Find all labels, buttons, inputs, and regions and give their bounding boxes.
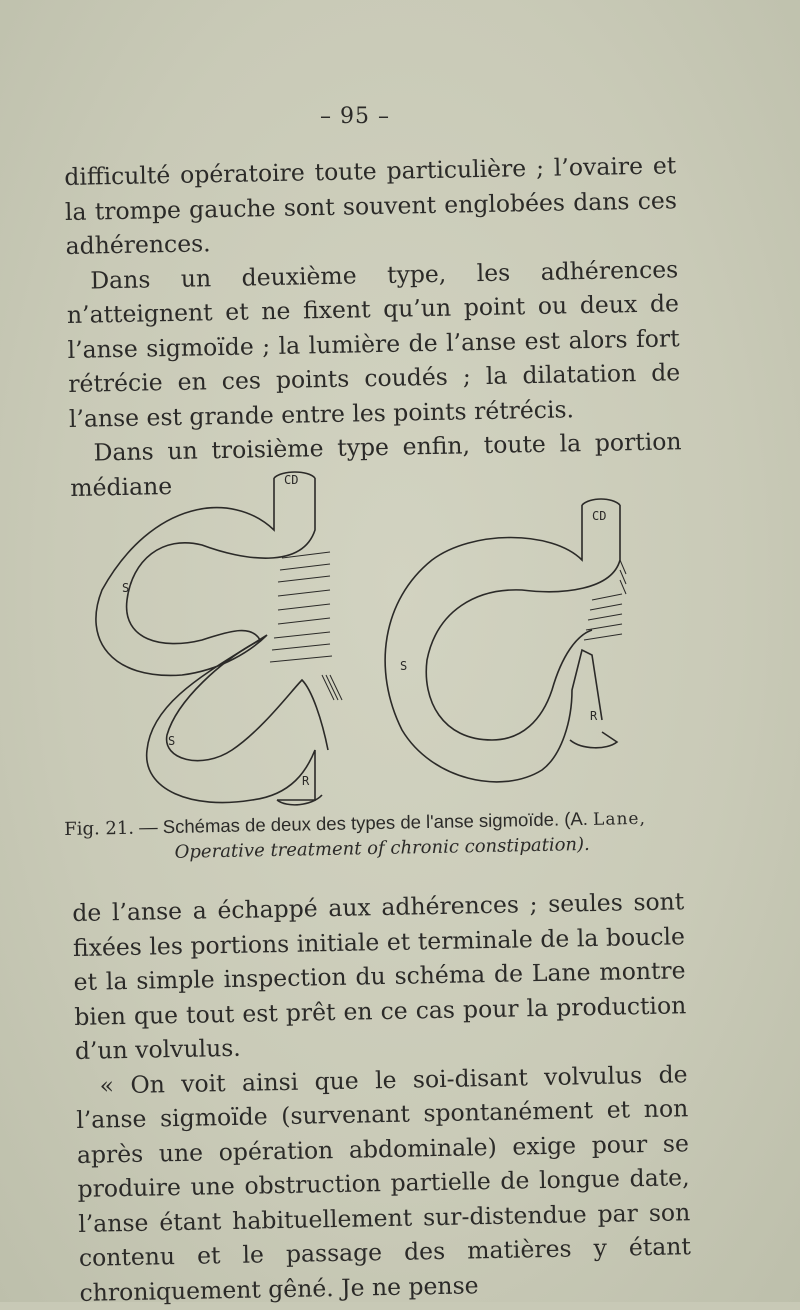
caption-author: Lane,	[592, 808, 647, 830]
bottom-text-block	[72, 884, 692, 1310]
right-cd-label: CD	[592, 509, 607, 523]
adhesion-hatching	[270, 552, 626, 700]
right-loop-inner	[426, 505, 620, 740]
right-r-label: R	[590, 709, 598, 723]
left-s-lower-label: S	[168, 734, 176, 748]
paragraph-1: difficulté opératoire toute particulière ; l’ovaire et la trompe gauche sont souvent englobées dans ces adhérences.	[64, 151, 678, 260]
caption-figure-number: Fig. 21.	[64, 817, 135, 840]
left-loop-outer	[96, 478, 315, 803]
paragraph-3: Dans un troisième type enfin, toute la portion médiane	[70, 427, 682, 502]
right-s-label: S	[400, 659, 408, 673]
sigmoid-schema-drawing	[82, 450, 662, 820]
page-number: – 95 –	[320, 104, 390, 129]
right-cd-cap	[582, 499, 620, 505]
left-loop-inner	[127, 478, 328, 761]
paragraph-2: Dans un deuxième type, les adhérences n’atteignent et ne fixent qu’un point ou deux de l’anse sigmoïde ; la lumière de l’anse est alors fort rétrécie en ces points coudés ; la dilatation de l’anse est grande entre les points rétrécis.	[66, 254, 681, 433]
left-r-label: R	[302, 774, 310, 788]
caption-source: Operative treatment of chronic constipation).	[174, 833, 590, 863]
left-cd-label: CD	[284, 473, 299, 487]
sigmoid-loop-figure	[82, 450, 662, 820]
right-r-cap	[570, 732, 617, 748]
left-s-upper-label: S	[122, 581, 130, 595]
caption-text: — Schémas de deux des types de l'anse sigmoïde. (A.	[138, 807, 589, 838]
paragraph-4: de l’anse a échappé aux adhérences ; seules sont fixées les portions initiale et terminale de la boucle et la simple inspection du schéma de Lane montre bien que tout est prêt en ce cas pour la production d’un volvulus.	[72, 887, 687, 1065]
paragraph-5: « On voit ainsi que le soi-disant volvulus de l’anse sigmoïde (survenant spontanément et non après une opération abdominale) exige pour se produire une obstruction partielle de longue date, l’anse étant habituellement sur-distendue par son contenu et le passage des matières y étant chroniquement gêné. Je ne pense	[76, 1059, 692, 1307]
